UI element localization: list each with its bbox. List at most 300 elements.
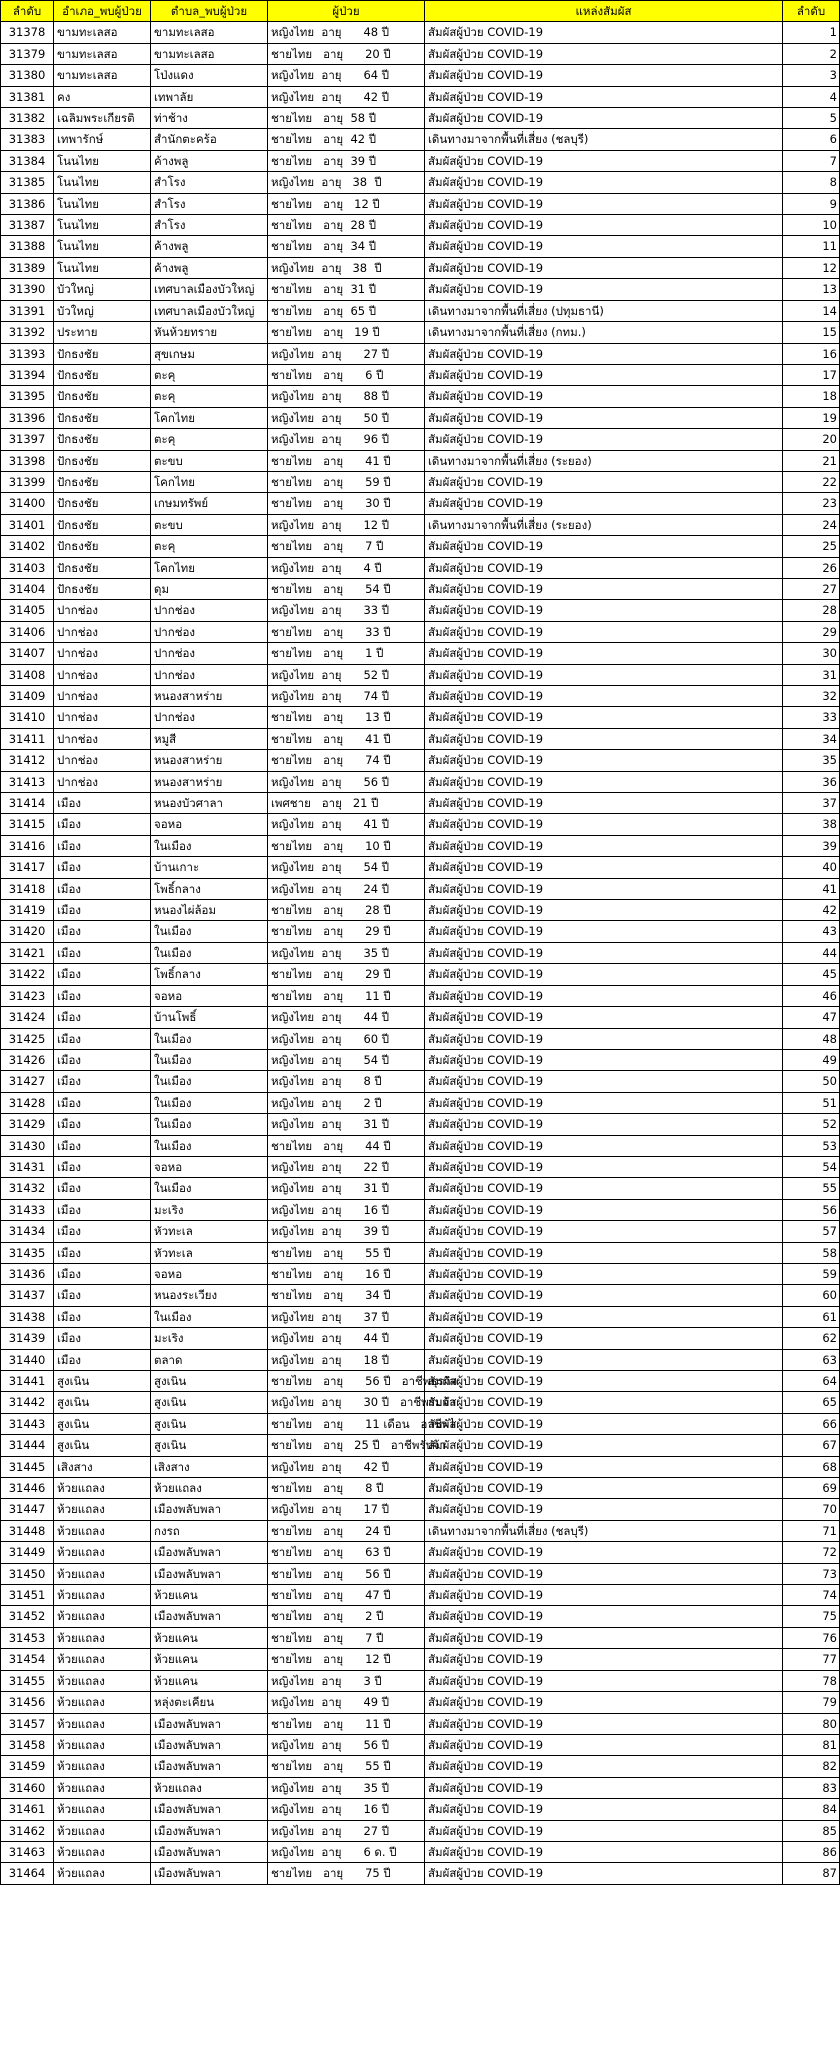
- table-row: [1, 471, 840, 492]
- exposure-source-cell: สัมผัสผู้ป่วย COVID-19: [425, 429, 783, 450]
- patient-cell: ชายไทย อายุ 56 ปี: [268, 1563, 425, 1584]
- exposure-source-cell: สัมผัสผู้ป่วย COVID-19: [425, 1413, 783, 1434]
- table-row: [1, 364, 840, 385]
- order-cell: 60: [783, 1285, 840, 1306]
- case-number-cell: 31411: [1, 728, 54, 749]
- district-cell: สูงเนิน: [54, 1371, 151, 1392]
- exposure-source-cell: สัมผัสผู้ป่วย COVID-19: [425, 43, 783, 64]
- subdistrict-cell: เกษมทรัพย์: [151, 493, 268, 514]
- district-cell: ห้วยแถลง: [54, 1734, 151, 1755]
- case-number-cell: 31403: [1, 557, 54, 578]
- header-exposure-source: แหล่งสัมผัส: [425, 1, 783, 22]
- exposure-source-cell: เดินทางมาจากพื้นที่เสี่ยง (ชลบุรี): [425, 1520, 783, 1541]
- district-cell: เมือง: [54, 1349, 151, 1370]
- case-number-cell: 31387: [1, 215, 54, 236]
- subdistrict-cell: เทพาลัย: [151, 86, 268, 107]
- table-row: [1, 578, 840, 599]
- case-number-cell: 31397: [1, 429, 54, 450]
- table-row: [1, 1371, 840, 1392]
- order-cell: 42: [783, 900, 840, 921]
- patient-cell: ชายไทย อายุ 28 ปี: [268, 900, 425, 921]
- patient-cell: หญิงไทย อายุ 64 ปี: [268, 65, 425, 86]
- subdistrict-cell: กงรถ: [151, 1520, 268, 1541]
- patient-cell: หญิงไทย อายุ 8 ปี: [268, 1071, 425, 1092]
- district-cell: ปักธงชัย: [54, 450, 151, 471]
- order-cell: 48: [783, 1028, 840, 1049]
- exposure-source-cell: สัมผัสผู้ป่วย COVID-19: [425, 407, 783, 428]
- case-number-cell: 31460: [1, 1777, 54, 1798]
- district-cell: ปักธงชัย: [54, 514, 151, 535]
- exposure-source-cell: สัมผัสผู้ป่วย COVID-19: [425, 193, 783, 214]
- patient-cell: หญิงไทย อายุ 39 ปี: [268, 1221, 425, 1242]
- table-row: [1, 1478, 840, 1499]
- patient-cell: หญิงไทย อายุ 31 ปี: [268, 1114, 425, 1135]
- case-number-cell: 31427: [1, 1071, 54, 1092]
- case-number-cell: 31406: [1, 621, 54, 642]
- patient-cell: หญิงไทย อายุ 88 ปี: [268, 386, 425, 407]
- exposure-source-cell: สัมผัสผู้ป่วย COVID-19: [425, 1328, 783, 1349]
- order-cell: 82: [783, 1756, 840, 1777]
- exposure-source-cell: สัมผัสผู้ป่วย COVID-19: [425, 857, 783, 878]
- exposure-source-cell: สัมผัสผู้ป่วย COVID-19: [425, 1670, 783, 1691]
- order-cell: 52: [783, 1114, 840, 1135]
- exposure-source-cell: สัมผัสผู้ป่วย COVID-19: [425, 172, 783, 193]
- patient-cell: ชายไทย อายุ 33 ปี: [268, 621, 425, 642]
- table-row: [1, 86, 840, 107]
- patient-cell: ชายไทย อายุ 58 ปี: [268, 108, 425, 129]
- exposure-source-cell: สัมผัสผู้ป่วย COVID-19: [425, 1221, 783, 1242]
- order-cell: 33: [783, 707, 840, 728]
- patient-cell: หญิงไทย อายุ 27 ปี: [268, 343, 425, 364]
- order-cell: 87: [783, 1863, 840, 1884]
- exposure-source-cell: สัมผัสผู้ป่วย COVID-19: [425, 686, 783, 707]
- subdistrict-cell: เมืองพลับพลา: [151, 1756, 268, 1777]
- district-cell: ขามทะเลสอ: [54, 43, 151, 64]
- exposure-source-cell: สัมผัสผู้ป่วย COVID-19: [425, 1734, 783, 1755]
- patient-cell: หญิงไทย อายุ 52 ปี: [268, 664, 425, 685]
- case-number-cell: 31441: [1, 1371, 54, 1392]
- subdistrict-cell: ห้วยแคน: [151, 1670, 268, 1691]
- subdistrict-cell: บ้านโพธิ์: [151, 1007, 268, 1028]
- order-cell: 61: [783, 1306, 840, 1327]
- subdistrict-cell: โพธิ์กลาง: [151, 878, 268, 899]
- exposure-source-cell: สัมผัสผู้ป่วย COVID-19: [425, 985, 783, 1006]
- case-number-cell: 31454: [1, 1649, 54, 1670]
- table-row: [1, 686, 840, 707]
- exposure-source-cell: สัมผัสผู้ป่วย COVID-19: [425, 386, 783, 407]
- subdistrict-cell: ตะขบ: [151, 450, 268, 471]
- district-cell: โนนไทย: [54, 150, 151, 171]
- district-cell: ปากช่อง: [54, 686, 151, 707]
- subdistrict-cell: หนองสาหร่าย: [151, 686, 268, 707]
- exposure-source-cell: สัมผัสผู้ป่วย COVID-19: [425, 1692, 783, 1713]
- order-cell: 27: [783, 578, 840, 599]
- case-number-cell: 31430: [1, 1135, 54, 1156]
- case-number-cell: 31449: [1, 1542, 54, 1563]
- table-row: [1, 108, 840, 129]
- order-cell: 64: [783, 1371, 840, 1392]
- table-row: [1, 172, 840, 193]
- subdistrict-cell: สูงเนิน: [151, 1392, 268, 1413]
- patient-cell: ชายไทย อายุ 12 ปี: [268, 1649, 425, 1670]
- subdistrict-cell: โป่งแดง: [151, 65, 268, 86]
- table-row: [1, 215, 840, 236]
- table-row: [1, 600, 840, 621]
- patient-cell: หญิงไทย อายุ 22 ปี: [268, 1156, 425, 1177]
- table-row: [1, 300, 840, 321]
- order-cell: 13: [783, 279, 840, 300]
- subdistrict-cell: เมืองพลับพลา: [151, 1734, 268, 1755]
- exposure-source-cell: สัมผัสผู้ป่วย COVID-19: [425, 557, 783, 578]
- table-row: [1, 1306, 840, 1327]
- case-number-cell: 31404: [1, 578, 54, 599]
- order-cell: 38: [783, 814, 840, 835]
- exposure-source-cell: สัมผัสผู้ป่วย COVID-19: [425, 1499, 783, 1520]
- exposure-source-cell: สัมผัสผู้ป่วย COVID-19: [425, 65, 783, 86]
- table-row: [1, 1713, 840, 1734]
- exposure-source-cell: สัมผัสผู้ป่วย COVID-19: [425, 493, 783, 514]
- subdistrict-cell: ในเมือง: [151, 1028, 268, 1049]
- table-row: [1, 150, 840, 171]
- case-number-cell: 31455: [1, 1670, 54, 1691]
- order-cell: 22: [783, 471, 840, 492]
- district-cell: ปากช่อง: [54, 643, 151, 664]
- order-cell: 47: [783, 1007, 840, 1028]
- order-cell: 78: [783, 1670, 840, 1691]
- case-number-cell: 31458: [1, 1734, 54, 1755]
- table-row: [1, 65, 840, 86]
- patient-cell: หญิงไทย อายุ 35 ปี: [268, 1777, 425, 1798]
- order-cell: 79: [783, 1692, 840, 1713]
- table-row: [1, 1028, 840, 1049]
- table-row: [1, 835, 840, 856]
- order-cell: 85: [783, 1820, 840, 1841]
- order-cell: 32: [783, 686, 840, 707]
- district-cell: โนนไทย: [54, 172, 151, 193]
- order-cell: 53: [783, 1135, 840, 1156]
- district-cell: ปักธงชัย: [54, 429, 151, 450]
- patient-cell: ชายไทย อายุ 11 ปี: [268, 1713, 425, 1734]
- order-cell: 37: [783, 793, 840, 814]
- district-cell: บัวใหญ่: [54, 300, 151, 321]
- case-number-cell: 31394: [1, 364, 54, 385]
- table-row: [1, 1456, 840, 1477]
- subdistrict-cell: โคกไทย: [151, 407, 268, 428]
- order-cell: 49: [783, 1049, 840, 1070]
- case-number-cell: 31452: [1, 1606, 54, 1627]
- order-cell: 80: [783, 1713, 840, 1734]
- district-cell: ปากช่อง: [54, 664, 151, 685]
- order-cell: 45: [783, 964, 840, 985]
- subdistrict-cell: ห้วยแคน: [151, 1649, 268, 1670]
- case-number-cell: 31413: [1, 771, 54, 792]
- subdistrict-cell: ดุม: [151, 578, 268, 599]
- table-row: [1, 985, 840, 1006]
- table-row: [1, 193, 840, 214]
- case-number-cell: 31464: [1, 1863, 54, 1884]
- patient-cell: ชายไทย อายุ 13 ปี: [268, 707, 425, 728]
- subdistrict-cell: ขามทะเลสอ: [151, 43, 268, 64]
- order-cell: 40: [783, 857, 840, 878]
- order-cell: 3: [783, 65, 840, 86]
- table-row: [1, 257, 840, 278]
- exposure-source-cell: สัมผัสผู้ป่วย COVID-19: [425, 108, 783, 129]
- table-row: [1, 1349, 840, 1370]
- patient-cell: ชายไทย อายุ 74 ปี: [268, 750, 425, 771]
- subdistrict-cell: โพธิ์กลาง: [151, 964, 268, 985]
- order-cell: 84: [783, 1799, 840, 1820]
- table-row: [1, 22, 840, 43]
- case-number-cell: 31419: [1, 900, 54, 921]
- exposure-source-cell: สัมผัสผู้ป่วย COVID-19: [425, 1820, 783, 1841]
- district-cell: เมือง: [54, 1328, 151, 1349]
- patient-cell: หญิงไทย อายุ 38 ปี: [268, 257, 425, 278]
- order-cell: 25: [783, 536, 840, 557]
- subdistrict-cell: โคกไทย: [151, 557, 268, 578]
- patient-cell: หญิงไทย อายุ 33 ปี: [268, 600, 425, 621]
- exposure-source-cell: สัมผัสผู้ป่วย COVID-19: [425, 1478, 783, 1499]
- subdistrict-cell: ในเมือง: [151, 1071, 268, 1092]
- subdistrict-cell: ค้างพลู: [151, 257, 268, 278]
- subdistrict-cell: จอหอ: [151, 814, 268, 835]
- subdistrict-cell: จอหอ: [151, 1263, 268, 1284]
- table-row: [1, 1670, 840, 1691]
- district-cell: ปากช่อง: [54, 771, 151, 792]
- district-cell: ปักธงชัย: [54, 578, 151, 599]
- patient-cell: หญิงไทย อายุ 48 ปี: [268, 22, 425, 43]
- order-cell: 36: [783, 771, 840, 792]
- subdistrict-cell: ค้างพลู: [151, 236, 268, 257]
- district-cell: ปักธงชัย: [54, 493, 151, 514]
- subdistrict-cell: ในเมือง: [151, 1114, 268, 1135]
- exposure-source-cell: สัมผัสผู้ป่วย COVID-19: [425, 1606, 783, 1627]
- district-cell: เมือง: [54, 1007, 151, 1028]
- case-number-cell: 31462: [1, 1820, 54, 1841]
- district-cell: ขามทะเลสอ: [54, 22, 151, 43]
- table-row: [1, 771, 840, 792]
- table-row: [1, 343, 840, 364]
- patient-cell: หญิงไทย อายุ 54 ปี: [268, 1049, 425, 1070]
- subdistrict-cell: เมืองพลับพลา: [151, 1820, 268, 1841]
- exposure-source-cell: สัมผัสผู้ป่วย COVID-19: [425, 1585, 783, 1606]
- subdistrict-cell: สุขเกษม: [151, 343, 268, 364]
- case-number-cell: 31424: [1, 1007, 54, 1028]
- exposure-source-cell: สัมผัสผู้ป่วย COVID-19: [425, 793, 783, 814]
- case-number-cell: 31436: [1, 1263, 54, 1284]
- case-number-cell: 31400: [1, 493, 54, 514]
- patient-cell: ชายไทย อายุ 29 ปี: [268, 921, 425, 942]
- case-number-cell: 31382: [1, 108, 54, 129]
- exposure-source-cell: สัมผัสผู้ป่วย COVID-19: [425, 921, 783, 942]
- subdistrict-cell: ขามทะเลสอ: [151, 22, 268, 43]
- district-cell: เมือง: [54, 814, 151, 835]
- exposure-source-cell: สัมผัสผู้ป่วย COVID-19: [425, 1649, 783, 1670]
- table-row: [1, 1135, 840, 1156]
- district-cell: ห้วยแถลง: [54, 1478, 151, 1499]
- exposure-source-cell: เดินทางมาจากพื้นที่เสี่ยง (ชลบุรี): [425, 129, 783, 150]
- table-row: [1, 514, 840, 535]
- case-number-cell: 31459: [1, 1756, 54, 1777]
- order-cell: 5: [783, 108, 840, 129]
- order-cell: 83: [783, 1777, 840, 1798]
- district-cell: เมือง: [54, 1242, 151, 1263]
- table-row: [1, 429, 840, 450]
- case-number-cell: 31388: [1, 236, 54, 257]
- patient-cell: ชายไทย อายุ 8 ปี: [268, 1478, 425, 1499]
- subdistrict-cell: ปากช่อง: [151, 643, 268, 664]
- district-cell: เมือง: [54, 1285, 151, 1306]
- table-row: [1, 557, 840, 578]
- subdistrict-cell: ปากช่อง: [151, 621, 268, 642]
- district-cell: ห้วยแถลง: [54, 1627, 151, 1648]
- patient-cell: ชายไทย อายุ 65 ปี: [268, 300, 425, 321]
- district-cell: เมือง: [54, 835, 151, 856]
- exposure-source-cell: สัมผัสผู้ป่วย COVID-19: [425, 750, 783, 771]
- order-cell: 62: [783, 1328, 840, 1349]
- district-cell: คง: [54, 86, 151, 107]
- order-cell: 10: [783, 215, 840, 236]
- case-number-cell: 31405: [1, 600, 54, 621]
- case-number-cell: 31402: [1, 536, 54, 557]
- exposure-source-cell: สัมผัสผู้ป่วย COVID-19: [425, 1199, 783, 1220]
- patient-cell: ชายไทย อายุ 20 ปี: [268, 43, 425, 64]
- district-cell: เมือง: [54, 793, 151, 814]
- subdistrict-cell: ในเมือง: [151, 1092, 268, 1113]
- patient-cell: ชายไทย อายุ 28 ปี: [268, 215, 425, 236]
- table-row: [1, 1071, 840, 1092]
- exposure-source-cell: สัมผัสผู้ป่วย COVID-19: [425, 1007, 783, 1028]
- subdistrict-cell: มะเริง: [151, 1328, 268, 1349]
- table-row: [1, 493, 840, 514]
- case-number-cell: 31381: [1, 86, 54, 107]
- patient-cell: หญิงไทย อายุ 3 ปี: [268, 1670, 425, 1691]
- order-cell: 73: [783, 1563, 840, 1584]
- subdistrict-cell: หัวทะเล: [151, 1221, 268, 1242]
- table-row: [1, 900, 840, 921]
- exposure-source-cell: สัมผัสผู้ป่วย COVID-19: [425, 279, 783, 300]
- case-number-cell: 31391: [1, 300, 54, 321]
- patient-cell: ชายไทย อายุ 44 ปี: [268, 1135, 425, 1156]
- exposure-source-cell: สัมผัสผู้ป่วย COVID-19: [425, 1563, 783, 1584]
- case-number-cell: 31440: [1, 1349, 54, 1370]
- patient-cell: ชายไทย อายุ 11 ปี: [268, 985, 425, 1006]
- table-row: [1, 279, 840, 300]
- case-number-cell: 31401: [1, 514, 54, 535]
- subdistrict-cell: ห้วยแคน: [151, 1627, 268, 1648]
- patient-cell: ชายไทย อายุ 16 ปี: [268, 1263, 425, 1284]
- table-row: [1, 1092, 840, 1113]
- table-row: [1, 450, 840, 471]
- table-row: [1, 1520, 840, 1541]
- order-cell: 81: [783, 1734, 840, 1755]
- district-cell: ห้วยแถลง: [54, 1799, 151, 1820]
- table-row: [1, 793, 840, 814]
- subdistrict-cell: สำนักตะคร้อ: [151, 129, 268, 150]
- order-cell: 66: [783, 1413, 840, 1434]
- order-cell: 41: [783, 878, 840, 899]
- patient-cell: ชายไทย อายุ 47 ปี: [268, 1585, 425, 1606]
- patient-cell: หญิงไทย อายุ 24 ปี: [268, 878, 425, 899]
- order-cell: 8: [783, 172, 840, 193]
- district-cell: ห้วยแถลง: [54, 1670, 151, 1691]
- table-row: [1, 621, 840, 642]
- order-cell: 57: [783, 1221, 840, 1242]
- table-row: [1, 1692, 840, 1713]
- case-number-cell: 31432: [1, 1178, 54, 1199]
- table-row: [1, 1242, 840, 1263]
- table-row: [1, 1841, 840, 1862]
- order-cell: 68: [783, 1456, 840, 1477]
- table-row: [1, 707, 840, 728]
- order-cell: 70: [783, 1499, 840, 1520]
- case-number-cell: 31453: [1, 1627, 54, 1648]
- exposure-source-cell: สัมผัสผู้ป่วย COVID-19: [425, 1863, 783, 1884]
- exposure-source-cell: สัมผัสผู้ป่วย COVID-19: [425, 1263, 783, 1284]
- district-cell: ปักธงชัย: [54, 536, 151, 557]
- case-number-cell: 31445: [1, 1456, 54, 1477]
- district-cell: ห้วยแถลง: [54, 1520, 151, 1541]
- table-row: [1, 1114, 840, 1135]
- subdistrict-cell: ท่าช้าง: [151, 108, 268, 129]
- case-number-cell: 31412: [1, 750, 54, 771]
- exposure-source-cell: สัมผัสผู้ป่วย COVID-19: [425, 900, 783, 921]
- subdistrict-cell: จอหอ: [151, 985, 268, 1006]
- subdistrict-cell: ตะคุ: [151, 386, 268, 407]
- table-row: [1, 1627, 840, 1648]
- order-cell: 39: [783, 835, 840, 856]
- subdistrict-cell: มะเริง: [151, 1199, 268, 1220]
- table-row: [1, 1863, 840, 1884]
- exposure-source-cell: สัมผัสผู้ป่วย COVID-19: [425, 664, 783, 685]
- district-cell: เมือง: [54, 921, 151, 942]
- case-number-cell: 31444: [1, 1435, 54, 1456]
- exposure-source-cell: สัมผัสผู้ป่วย COVID-19: [425, 471, 783, 492]
- district-cell: โนนไทย: [54, 257, 151, 278]
- exposure-source-cell: สัมผัสผู้ป่วย COVID-19: [425, 1456, 783, 1477]
- subdistrict-cell: สำโรง: [151, 215, 268, 236]
- case-number-cell: 31442: [1, 1392, 54, 1413]
- order-cell: 4: [783, 86, 840, 107]
- exposure-source-cell: สัมผัสผู้ป่วย COVID-19: [425, 86, 783, 107]
- patient-cell: ชายไทย อายุ 7 ปี: [268, 536, 425, 557]
- district-cell: เมือง: [54, 964, 151, 985]
- header-district: อำเภอ_พบผู้ป่วย: [54, 1, 151, 22]
- table-row: [1, 1606, 840, 1627]
- patient-cell: ชายไทย อายุ 75 ปี: [268, 1863, 425, 1884]
- header-case-number: ลำดับ: [1, 1, 54, 22]
- district-cell: เฉลิมพระเกียรติ: [54, 108, 151, 129]
- exposure-source-cell: สัมผัสผู้ป่วย COVID-19: [425, 942, 783, 963]
- patient-cell: ชายไทย อายุ 39 ปี: [268, 150, 425, 171]
- order-cell: 24: [783, 514, 840, 535]
- case-number-cell: 31409: [1, 686, 54, 707]
- exposure-source-cell: เดินทางมาจากพื้นที่เสี่ยง (ปทุมธานี): [425, 300, 783, 321]
- patient-cell: หญิงไทย อายุ 74 ปี: [268, 686, 425, 707]
- table-row: [1, 1585, 840, 1606]
- patient-cell: ชายไทย อายุ 25 ปี อาชีพรับจ้า: [268, 1435, 425, 1456]
- table-row: [1, 1156, 840, 1177]
- patient-cell: หญิงไทย อายุ 4 ปี: [268, 557, 425, 578]
- patient-cell: ชายไทย อายุ 11 เดือน อาชีพไ: [268, 1413, 425, 1434]
- subdistrict-cell: ในเมือง: [151, 1178, 268, 1199]
- order-cell: 55: [783, 1178, 840, 1199]
- district-cell: ห้วยแถลง: [54, 1563, 151, 1584]
- patient-cell: ชายไทย อายุ 41 ปี: [268, 728, 425, 749]
- district-cell: เมือง: [54, 878, 151, 899]
- exposure-source-cell: สัมผัสผู้ป่วย COVID-19: [425, 1178, 783, 1199]
- table-row: [1, 386, 840, 407]
- order-cell: 43: [783, 921, 840, 942]
